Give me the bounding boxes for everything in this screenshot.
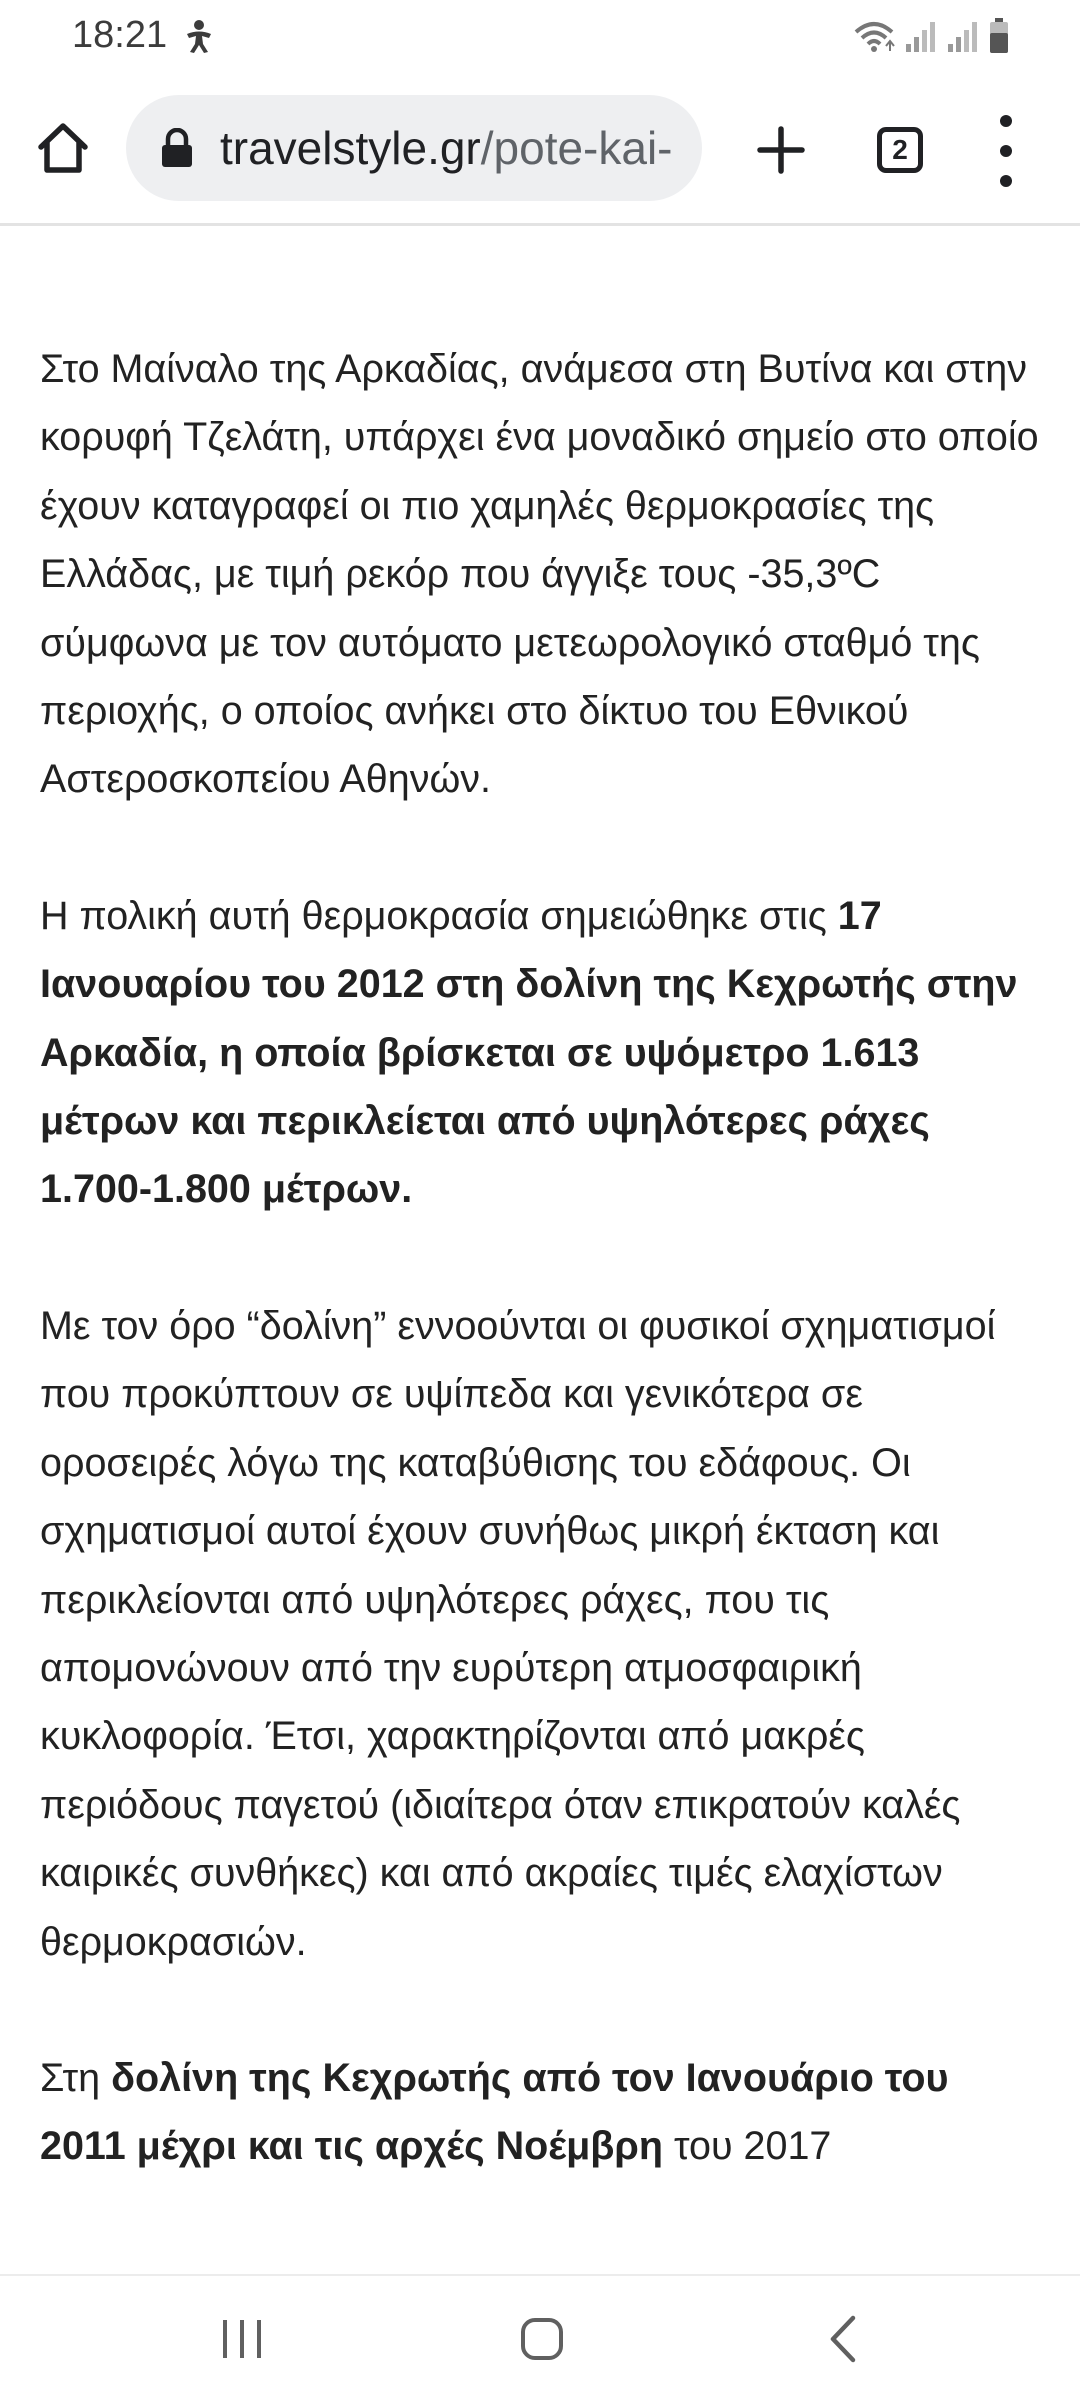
paragraph-4-bold: δολίνη της Κεχρωτής από τον Ιανουάριο του 2011 μέχρι και τις αρχές Νοέμβρη [40, 2055, 949, 2169]
paragraph-2-text: Η πολική αυτή θερμοκρασία σημειώθηκε στις [40, 893, 838, 938]
url-path: /pote-kai- [480, 122, 673, 174]
nav-home-icon[interactable] [520, 2316, 564, 2362]
battery-icon [988, 17, 1010, 55]
more-vert-dot [1000, 145, 1012, 157]
plus-icon [756, 125, 806, 175]
paragraph-4-text-1: Στη [40, 2055, 112, 2100]
url-bar[interactable] [126, 95, 702, 201]
recents-icon[interactable] [220, 2316, 264, 2362]
article-paragraph-4 [40, 2044, 1040, 2181]
article-paragraph-3: Με τον όρο “δολίνη” εννοούνται οι φυσικοί σχηματισμοί που προκύπτουν σε υψίπεδα και γενικότερα σε οροσειρές λόγω της καταβύθισης του εδάφους. Οι σχηματισμοί αυτοί έχουν συνήθως μικρή έκταση και περικλείονται από υψηλότερες ράχες, που τις απομονώνουν από την ευρύτερη ατμοσφαιρική κυκλοφορία. Έτσι, χαρακτηρίζονται από μακρές περιόδους παγετού (ιδιαίτερα όταν επικρατούν καλές καιρικές συνθήκες) και από ακραίες τιμές ελαχίστων θερμοκρασιών. [40, 1303, 996, 1964]
paragraph-4-text-2: του 2017 [662, 2124, 832, 2169]
wifi-icon [852, 18, 896, 54]
article-body [40, 335, 1040, 2249]
more-menu-button[interactable] [984, 115, 1028, 187]
paragraph-2-bold: 17 Ιανουαρίου του 2012 στη δολίνη της Κεχρωτής στην Αρκαδία, η οποία βρίσκεται σε υψόμετρο 1.613 μέτρων και περικλείεται από υψηλότερες ράχες 1.700-1.800 μέτρων. [40, 893, 1018, 1212]
status-bar [0, 0, 1080, 75]
browser-toolbar [0, 75, 1080, 226]
more-vert-icon [1000, 115, 1012, 127]
article-paragraph-1: Στο Μαίναλο της Αρκαδίας, ανάμεσα στη Βυτίνα και στην κορυφή Τζελάτη, υπάρχει ένα μοναδικό σημείο στο οποίο έχουν καταγραφεί οι πιο χαμηλές θερμοκρασίες της Ελλάδας, με τιμή ρεκόρ που άγγιξε τους -35,3ºC σύμφωνα με τον αυτόματο μετεωρολογικό σταθμό της περιοχής, ο οποίος ανήκει στο δίκτυο του Εθνικού Αστεροσκοπείου Αθηνών. [40, 347, 1039, 802]
url-text[interactable] [220, 121, 673, 175]
back-icon[interactable] [826, 2314, 860, 2364]
tab-switcher-button[interactable]: 2 [877, 127, 923, 173]
lock-icon[interactable] [160, 128, 194, 168]
accessibility-figure-icon [182, 18, 216, 54]
signal-icon [904, 18, 938, 54]
url-domain: travelstyle.gr [220, 122, 481, 174]
system-nav-bar [0, 2274, 1080, 2402]
more-vert-dot [1000, 175, 1012, 187]
article-paragraph-2 [40, 882, 1040, 1224]
home-icon [36, 121, 90, 175]
signal-icon-2 [946, 18, 980, 54]
new-tab-button[interactable] [748, 117, 814, 183]
status-icons [852, 16, 1010, 56]
home-button[interactable] [30, 113, 96, 183]
status-time: 18:21 [72, 14, 168, 56]
